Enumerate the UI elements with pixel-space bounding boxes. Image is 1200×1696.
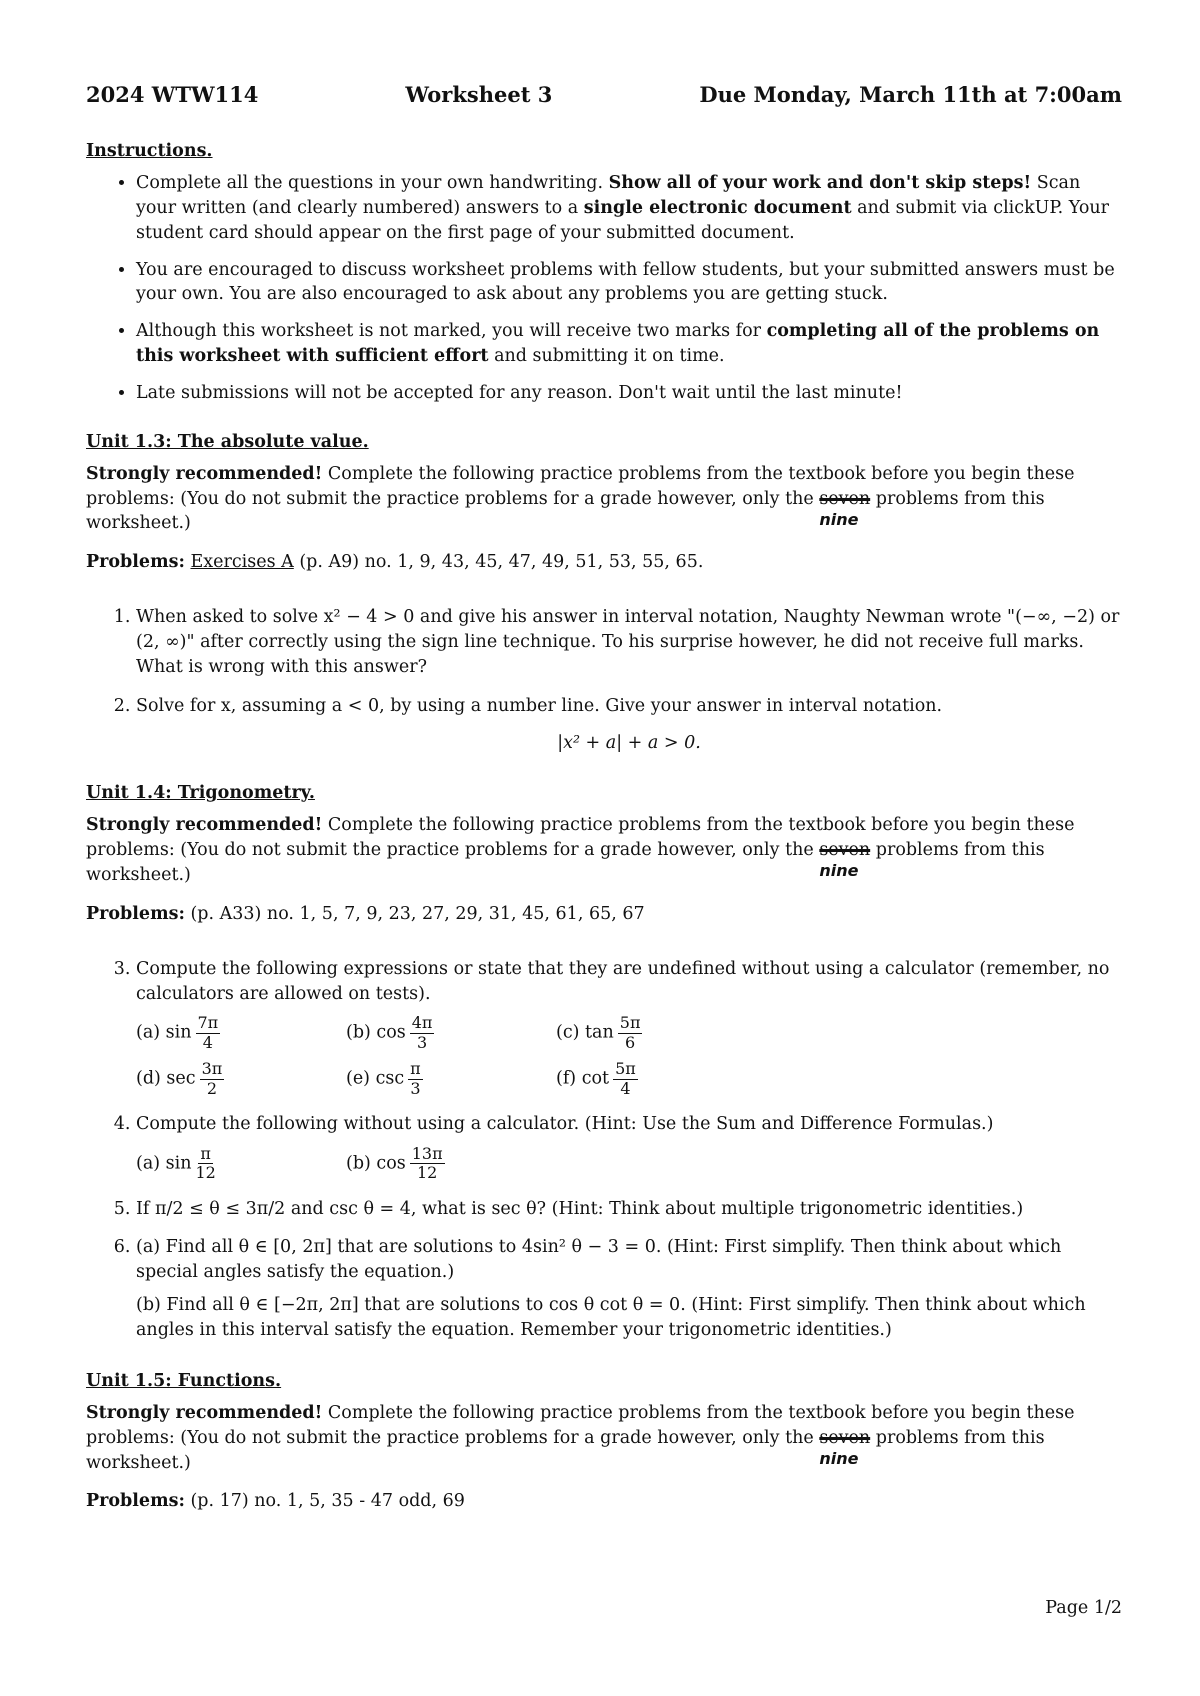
- practice-problems-line: Problems: (p. A33) no. 1, 5, 7, 9, 23, 27, 29, 31, 45, 61, 65, 67: [86, 903, 645, 924]
- worksheet-page: [86, 82, 1122, 1544]
- handwritten-correction: seven nine: [819, 1427, 871, 1468]
- worksheet-title: Worksheet 3: [405, 82, 553, 107]
- q3-part: (b) cos $\frac{4\pi}{3}$: [346, 1013, 433, 1052]
- questions-unit-1-4: [86, 957, 1122, 1343]
- unit-1-5-title: Unit 1.5: Functions.: [86, 1370, 282, 1391]
- instruction-item: • Complete all the questions in your own handwriting. Show all of your work and don't skip steps! Scan your written (and clearly numbered) answers to a single electronic document and submit via clickUP. Your student card should appear on the first page of your submitted document.: [136, 171, 1122, 246]
- q3-parts: [136, 1014, 1122, 1098]
- question-6: 6. (a) Find all θ ∈ [0, 2π] that are solutions to 4sin² θ − 3 = 0. (Hint: First simplify. Then think about which special angles satisfy the equation.) (b) Find all θ ∈ [−2π, 2π] that are solutions to cos θ cot θ = 0. (Hint: First simplify. Then think about which angles in this interval satisfy the equation. Remember your trigonometric identities.): [136, 1235, 1122, 1342]
- question-3: 3. Compute the following expressions or state that they are undefined without using a calculator (remember, no calculators are allowed on tests). (a) sin $\frac{7\pi}{4}$ (b) cos $\frac{4\pi}{3}$ (c) tan $\frac{5\pi}{6}$ (d) sec $\frac{3\pi}{2}$ (e) csc $\frac{\pi}{3}$ (f) cot $\frac{5\pi}{4}$: [136, 957, 1122, 1098]
- recommendation-paragraph: Strongly recommended! Complete the following practice problems from the textbook before you begin these problems: (You do not submit the practice problems for a grade however, only the seven nine problems from this worksheet.): [86, 463, 1075, 534]
- question-5: 5. If π/2 ≤ θ ≤ 3π/2 and csc θ = 4, what is sec θ? (Hint: Think about multiple trigonometric identities.): [136, 1197, 1122, 1222]
- course-code: 2024 WTW114: [86, 82, 259, 107]
- instruction-item: • You are encouraged to discuss worksheet problems with fellow students, but your submitted answers must be your own. You are also encouraged to ask about any problems you are getting stuck.: [136, 258, 1122, 308]
- unit-1-4-title: Unit 1.4: Trigonometry.: [86, 783, 315, 804]
- page-header: [86, 82, 1122, 107]
- instruction-item: • Late submissions will not be accepted for any reason. Don't wait until the last minute!: [136, 381, 1122, 406]
- question-2: 2. Solve for x, assuming a < 0, by using a number line. Give your answer in interval notation. |x² + a| + a > 0.: [136, 694, 1122, 756]
- handwritten-correction: seven nine: [819, 840, 871, 881]
- page-number: Page 1/2: [1045, 1598, 1122, 1618]
- q3-part: (e) csc $\frac{\pi}{3}$: [346, 1059, 421, 1098]
- q4-parts: [136, 1145, 1122, 1183]
- question-4: 4. Compute the following without using a calculator. (Hint: Use the Sum and Difference Formulas.) (a) sin $\frac{\pi}{12}$ (b) cos $\frac{13\pi}{12}$: [136, 1112, 1122, 1183]
- due-date: Due Monday, March 11th at 7:00am: [699, 82, 1122, 107]
- practice-problems-line: Problems: Exercises A (p. A9) no. 1, 9, 43, 45, 47, 49, 51, 53, 55, 65.: [86, 552, 704, 573]
- questions-unit-1-3: [86, 605, 1122, 755]
- practice-problems-line: Problems: (p. 17) no. 1, 5, 35 - 47 odd, 69: [86, 1491, 465, 1512]
- instructions-title: Instructions.: [86, 141, 213, 161]
- unit-1-3-title: Unit 1.3: The absolute value.: [86, 431, 369, 452]
- handwritten-correction: seven nine: [819, 488, 871, 529]
- q3-part: (d) sec $\frac{3\pi}{2}$: [136, 1059, 223, 1098]
- q4-part: (b) cos $\frac{13\pi}{12}$: [346, 1143, 443, 1183]
- question-1: 1. When asked to solve x² − 4 > 0 and give his answer in interval notation, Naughty Newman wrote "(−∞, −2) or (2, ∞)" after correctly using the sign line technique. To his surprise however, he did not receive full marks. What is wrong with this answer?: [136, 605, 1122, 680]
- q4-part: (a) sin $\frac{\pi}{12}$: [136, 1143, 216, 1183]
- exercises-link: Exercises A: [190, 552, 294, 573]
- recommendation-paragraph: Strongly recommended! Complete the following practice problems from the textbook before you begin these problems: (You do not submit the practice problems for a grade however, only the seven nine problems from this worksheet.): [86, 1402, 1075, 1473]
- equation: |x² + a| + a > 0.: [557, 732, 701, 753]
- q3-part: (f) cot $\frac{5\pi}{4}$: [556, 1059, 636, 1098]
- recommendation-paragraph: Strongly recommended! Complete the following practice problems from the textbook before you begin these problems: (You do not submit the practice problems for a grade however, only the seven nine problems from this worksheet.): [86, 815, 1075, 886]
- q3-part: (c) tan $\frac{5\pi}{6}$: [556, 1013, 641, 1052]
- instruction-item: • Although this worksheet is not marked, you will receive two marks for completing all of the problems on this worksheet with sufficient effort and submitting it on time.: [136, 319, 1122, 369]
- q3-part: (a) sin $\frac{7\pi}{4}$: [136, 1013, 219, 1052]
- instructions-list: [86, 171, 1122, 406]
